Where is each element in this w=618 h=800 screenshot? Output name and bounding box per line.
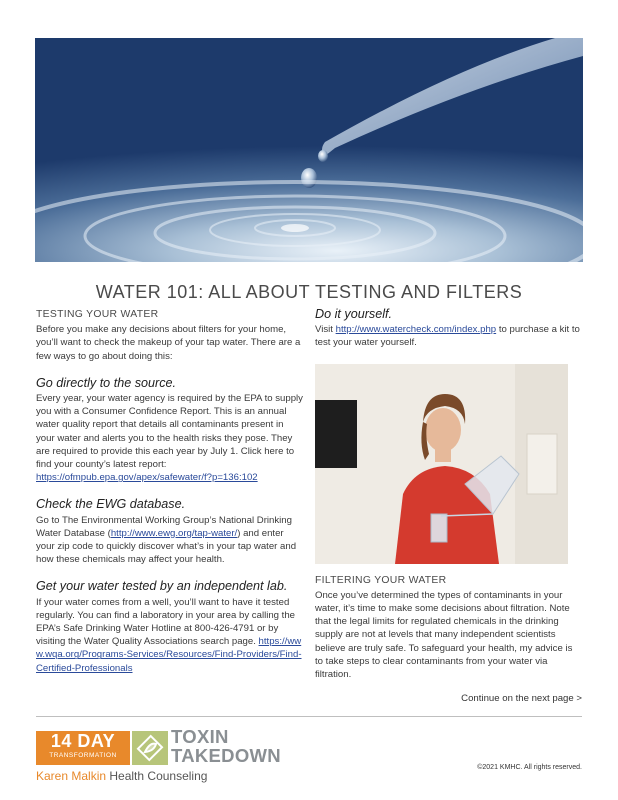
- leaf-badge-icon: [132, 731, 168, 765]
- continue-next-page[interactable]: Continue on the next page >: [461, 693, 582, 704]
- page-title: WATER 101: ALL ABOUT TESTING AND FILTERS: [95, 282, 523, 302]
- left-column: [36, 308, 304, 675]
- lab-text: If your water comes from a well, you’ll want to have it tested regularly. You can find a laboratory in your area by calling the EPA’s Safe Drinking Water Hotline at 800-426-4791 or by visiting the Water Quality Associations search page.: [36, 596, 296, 648]
- ewg-text-after: ) and enter your zip code to quickly discover what’s in your tap water and how these chemicals may affect your health.: [36, 527, 297, 566]
- testing-paragraph: Before you make any decisions about filters for your home, you’ll want to check the makeup of your tap water. There are a few ways to go about doing this:: [36, 324, 301, 362]
- toxin-takedown-wordmark: [171, 727, 281, 765]
- logo-days: 14 DAY: [50, 731, 116, 751]
- epa-report-link[interactable]: https://ofmpub.epa.gov/apex/safewater/f?p=136:102: [36, 472, 258, 484]
- brand-name: [36, 769, 207, 783]
- ewg-heading: Check the EWG database.: [36, 497, 186, 512]
- woman-pouring-water-photo: [315, 364, 568, 564]
- toxin-word: TOXIN: [171, 726, 229, 747]
- ewg-link[interactable]: http://www.ewg.org/tap-water/: [110, 527, 238, 539]
- source-text: Every year, your water agency is required by the EPA to supply you with a Consumer Confidence Report. This is an annual water quality report that details all contaminants present in your water and alerts you to the health risks they pose. They are required to provide this each year by July 1. Click here to find your county’s latest report:: [36, 393, 303, 471]
- filtering-paragraph: Once you’ve determined the types of contaminants in your water, it’s time to make some decisions about filtration. Note that the legal limits for regulated chemicals in the drinking supply are not at levels that many independent scientists believe are truly safe. To safeguard your health, my advice is to take steps to clear contaminants from your water via filtration.: [315, 589, 573, 681]
- diy-text-before: Visit: [315, 324, 333, 336]
- diy-paragraph: [315, 323, 583, 349]
- wqa-link[interactable]: https://www.wqa.org/Programs-Services/Resources/Find-Providers/Find-Certified-Professionals: [36, 636, 302, 674]
- takedown-word: TAKEDOWN: [171, 745, 281, 766]
- hero-water-drop-image: [35, 38, 583, 262]
- testing-heading: TESTING YOUR WATER: [36, 309, 159, 320]
- brand-second: Health Counseling: [109, 769, 208, 783]
- right-column: [315, 308, 583, 681]
- footer-divider: [36, 716, 582, 717]
- filtering-heading: FILTERING YOUR WATER: [315, 574, 447, 586]
- lab-heading: Get your water tested by an independent lab.: [36, 579, 288, 594]
- watercheck-link[interactable]: http://www.watercheck.com/index.php: [335, 324, 497, 336]
- diy-heading: Do it yourself.: [315, 307, 392, 321]
- source-heading: Go directly to the source.: [36, 375, 176, 390]
- source-paragraph: [36, 392, 304, 484]
- ewg-text-before: Go to The Environmental Working Group’s National Drinking Water Database (: [36, 514, 292, 539]
- ewg-paragraph: [36, 514, 304, 567]
- diy-text-after: to purchase a kit to test your water yourself.: [315, 324, 580, 349]
- logo-transformation: TRANSFORMATION: [49, 752, 117, 759]
- lab-paragraph: [36, 596, 304, 675]
- 14-day-transformation-logo: [36, 731, 130, 765]
- brand-first: Karen Malkin: [36, 769, 107, 783]
- copyright-text: ©2021 KMHC. All rights reserved.: [477, 764, 582, 771]
